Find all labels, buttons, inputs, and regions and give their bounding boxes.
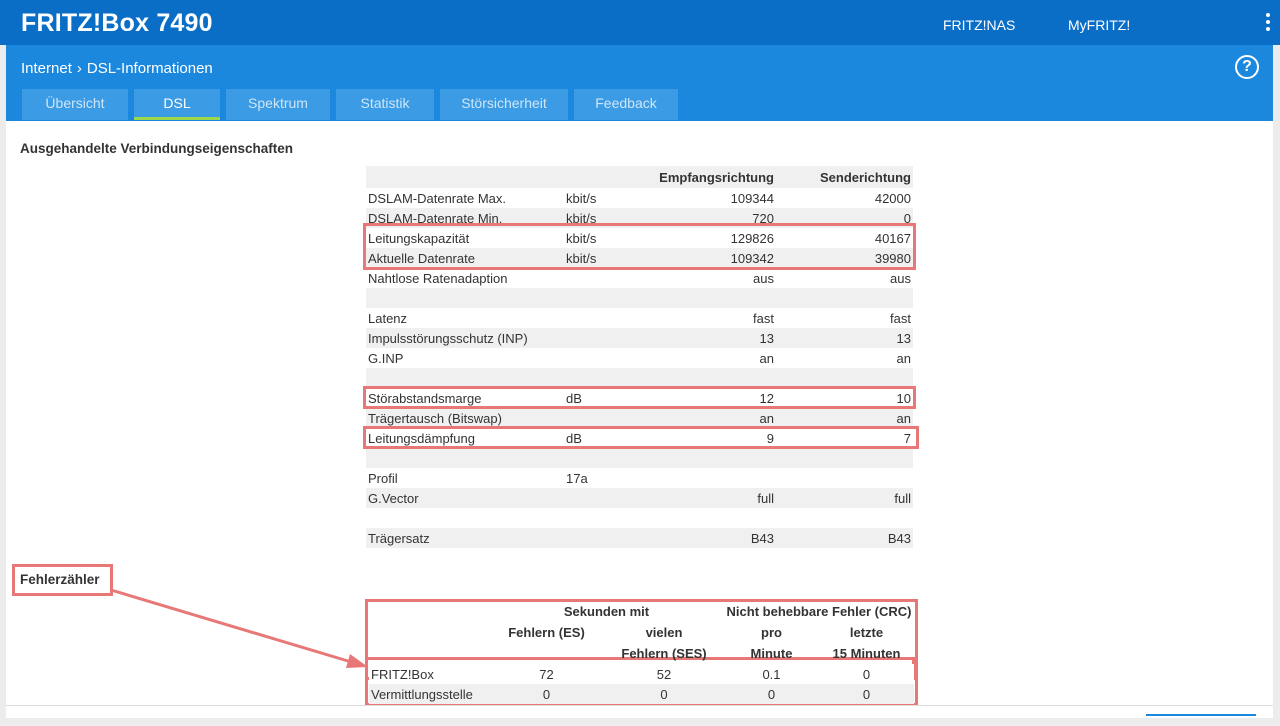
table-cell: dB [566,390,582,406]
table-cell: 0 [724,684,819,704]
table-cell: 0 [604,684,724,704]
table-cell: 42000 [874,190,911,206]
group-header-seconds: Sekunden mit [563,604,650,619]
table-cell: fast [890,310,911,326]
table-cell: 109344 [730,190,774,206]
table-cell: DSLAM-Datenrate Max. [368,190,506,206]
table-cell: fast [753,310,774,326]
table-cell: aus [890,270,911,286]
table-cell: an [776,408,913,428]
table-cell: Profil [368,470,398,486]
chevron-right-icon: › [76,60,82,77]
myfritz-link[interactable]: MyFRITZ! [1068,17,1131,33]
table-cell: aus [753,270,774,286]
table-cell: B43 [776,528,913,548]
menu-kebab-icon[interactable] [1265,13,1271,33]
brand-title: FRITZ!Box 7490 [21,9,213,37]
col-header-minute: Minute [750,646,793,661]
top-bar [0,0,1280,45]
table-cell: full [776,488,913,508]
table-cell: 72 [489,664,604,684]
col-header-15min: 15 Minuten [832,646,901,661]
table-cell: 17a [566,470,588,486]
table-cell: kbit/s [564,208,654,228]
section-title-properties: Ausgehandelte Verbindungseigenschaften [20,141,294,156]
fritznas-link[interactable]: FRITZ!NAS [943,17,1016,33]
footer-button-edge[interactable] [1146,714,1256,726]
help-icon[interactable]: ? [1235,55,1259,79]
table-cell: 7 [903,430,911,446]
col-header-ses-2: Fehlern (SES) [621,646,707,661]
table-row [369,664,914,684]
breadcrumb [21,60,213,77]
table-cell: kbit/s [566,190,597,206]
table-cell: an [654,408,776,428]
table-cell: 129826 [730,230,774,246]
table-cell: Störabstandsmarge [368,390,482,406]
table-cell: Aktuelle Datenrate [366,248,564,268]
table-cell: 0 [776,208,913,228]
table-row [369,684,914,704]
table-cell: G.INP [368,350,404,366]
table-cell: 39980 [776,248,913,268]
table-cell: FRITZ!Box [369,664,489,684]
table-cell: Leitungsdämpfung [368,430,475,446]
sub-header [6,45,1273,121]
column-header: Senderichtung [776,166,913,188]
table-cell: Nahtlose Ratenadaption [368,270,508,286]
tab-dsl[interactable]: DSL [134,89,220,120]
table-cell: G.Vector [366,488,564,508]
table-cell: 109342 [654,248,776,268]
arrow-line [111,590,358,664]
table-cell: Trägertausch (Bitswap) [366,408,564,428]
table-cell: full [654,488,776,508]
tab-feedback[interactable]: Feedback [574,89,678,120]
footer-divider [6,705,1273,706]
tab-statistik[interactable]: Statistik [336,89,434,120]
col-header-pro: pro [761,625,782,640]
table-cell: 40167 [874,230,911,246]
table-cell: 52 [604,664,724,684]
table-cell: 0 [489,684,604,704]
col-header-letzte: letzte [849,625,884,640]
column-header: Empfangsrichtung [654,166,776,188]
table-cell: 720 [654,208,776,228]
table-cell: 0 [819,684,914,704]
col-header-es: Fehlern (ES) [508,625,585,640]
table-cell: dB [566,430,582,446]
table-cell: kbit/s [566,230,597,246]
table-cell: Latenz [368,310,408,326]
tab-uebersicht[interactable]: Übersicht [22,89,128,120]
table-cell: 0 [819,664,914,684]
table-cell: kbit/s [564,248,654,268]
table-cell: 12 [759,390,774,406]
breadcrumb-parent[interactable]: Internet [21,60,72,77]
table-cell: 0.1 [724,664,819,684]
group-header-crc: Nicht behebbare Fehler (CRC) [726,604,912,619]
table-cell: DSLAM-Datenrate Min. [366,208,564,228]
table-cell: Impulsstörungsschutz (INP) [366,328,564,348]
error-counter-table [369,601,914,704]
empty-header [369,601,489,622]
table-cell: 13 [654,328,776,348]
col-header-ses-1: vielen [645,625,683,640]
table-cell: an [896,350,911,366]
tab-spektrum[interactable]: Spektrum [226,89,330,120]
table-cell: Vermittlungsstelle [369,684,489,704]
table-cell: an [759,350,774,366]
table-cell: Leitungskapazität [368,230,470,246]
main-content [6,121,1273,718]
table-cell: 9 [766,430,774,446]
table-cell: 13 [776,328,913,348]
table-cell: B43 [654,528,776,548]
tab-stoersicherheit[interactable]: Störsicherheit [440,89,568,120]
section-title-errors: Fehlerzähler [20,572,100,587]
table-cell: 10 [896,390,911,406]
table-cell: Trägersatz [366,528,564,548]
breadcrumb-current: DSL-Informationen [86,60,213,77]
